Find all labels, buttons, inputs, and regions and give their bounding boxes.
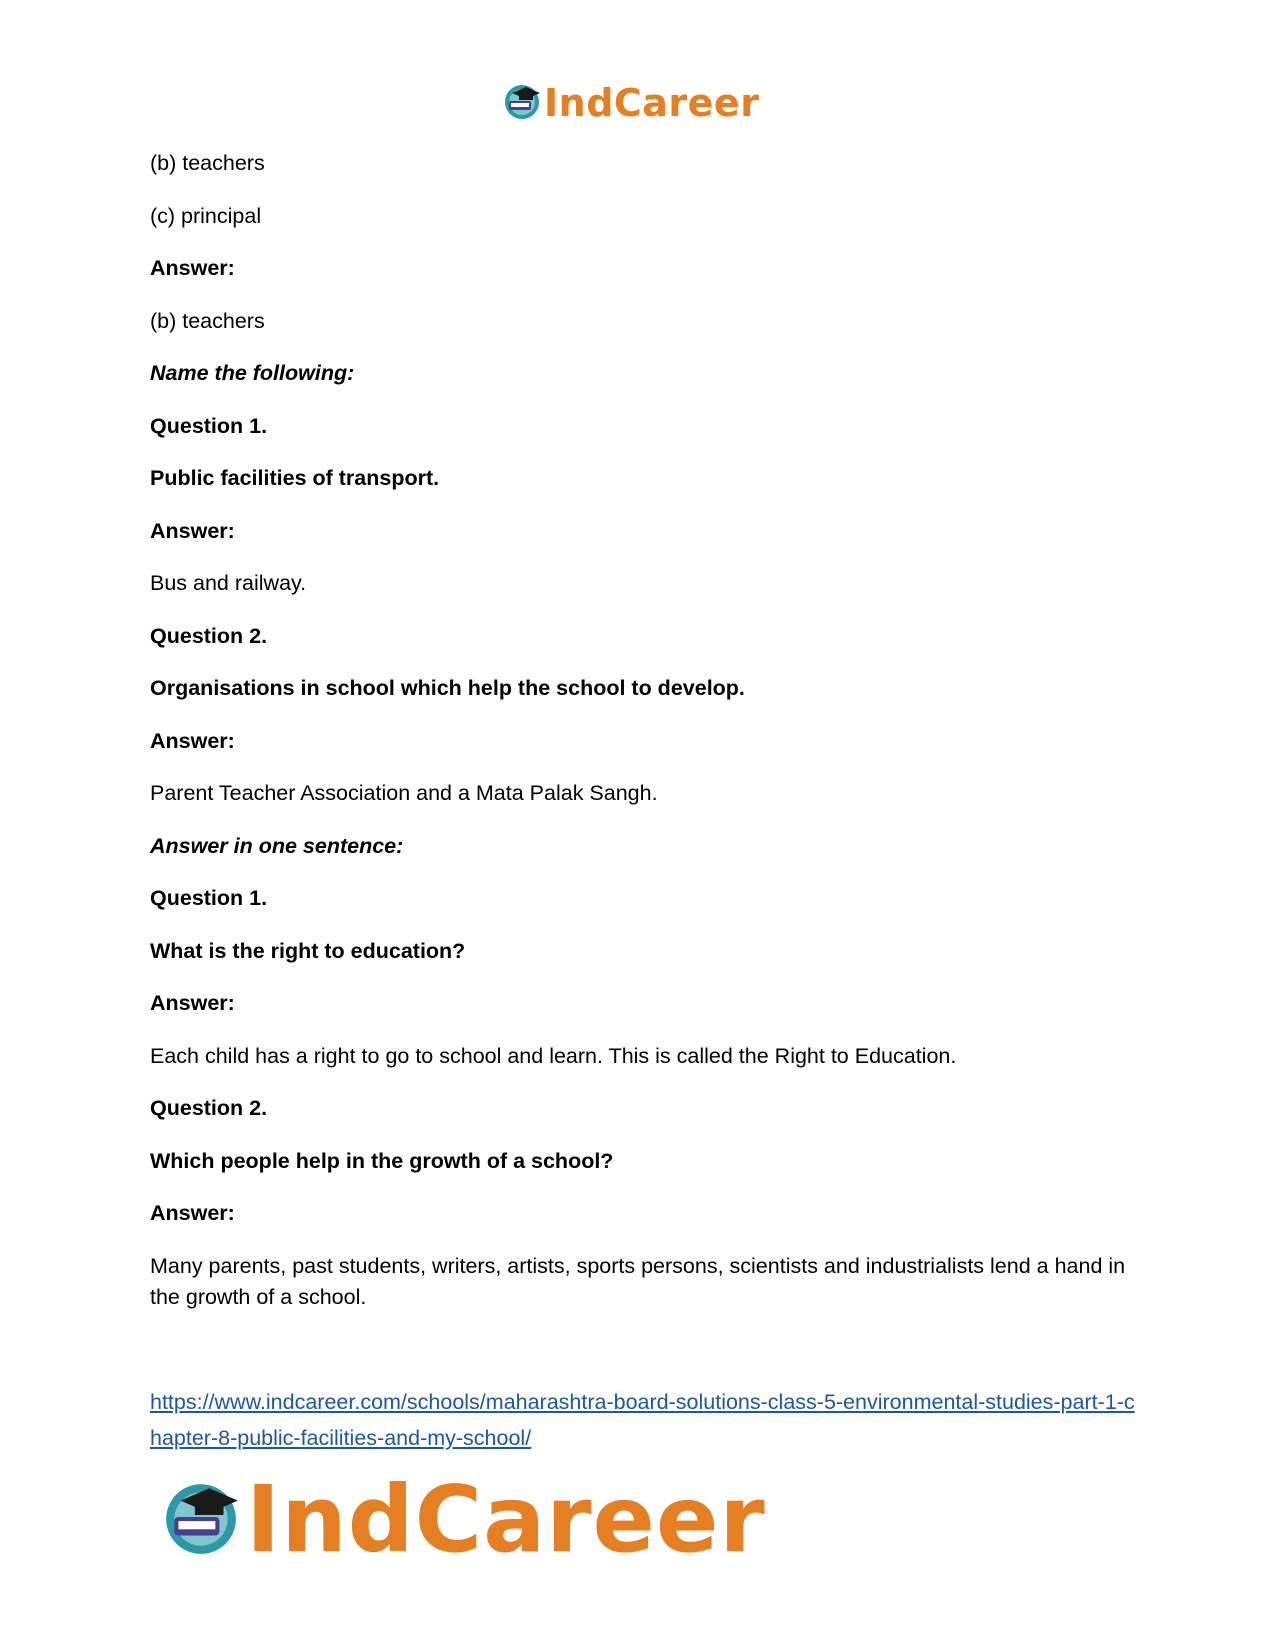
paragraph: Answer: [150,991,235,1015]
paragraph: Parent Teacher Association and a Mata Palak Sangh. [150,781,658,805]
paragraph: Answer: [150,1201,235,1225]
paragraph: (b) teachers [150,308,265,333]
paragraph: Question 2. [150,623,268,648]
paragraph: Name the following: [150,361,355,385]
paragraph: Bus and railway. [150,571,307,595]
header-logo-text: IndCareer [544,81,760,125]
paragraph: Question 1. [150,886,268,910]
paragraph: Many parents, past students, writers, artists, sports persons, scientists and industrialists lend a hand in the growth of a school. [150,1253,1126,1309]
paragraph: Answer: [150,518,235,543]
paragraph: Answer: [150,256,235,280]
paragraph: Public facilities of transport. [150,466,440,490]
source-link[interactable]: https://www.indcareer.com/schools/maharashtra-board-solutions-class-5-environmental-studies-part-1-chapter-8-public-facilities-and-my-school/ [150,1390,1135,1450]
graduation-cap-book-globe-icon [160,1476,242,1563]
paragraph: Question 2. [150,1096,268,1120]
paragraph: Answer in one sentence: [150,833,404,858]
header-logo [502,80,759,126]
paragraph: (b) teachers [150,151,265,175]
paragraph: Which people help in the growth of a school? [150,1148,614,1173]
footer-logo-text: IndCareer [246,1466,766,1573]
paragraph: Question 1. [150,413,268,438]
document-body [150,148,1130,1313]
paragraph: Each child has a right to go to school and learn. This is called the Right to Education. [150,1043,957,1068]
paragraph: Organisations in school which help the school to develop. [150,676,745,700]
graduation-cap-book-globe-icon [502,81,542,126]
paragraph: What is the right to education? [150,938,466,963]
footer-logo [160,1466,766,1573]
paragraph: Answer: [150,728,235,753]
paragraph: (c) principal [150,203,262,228]
